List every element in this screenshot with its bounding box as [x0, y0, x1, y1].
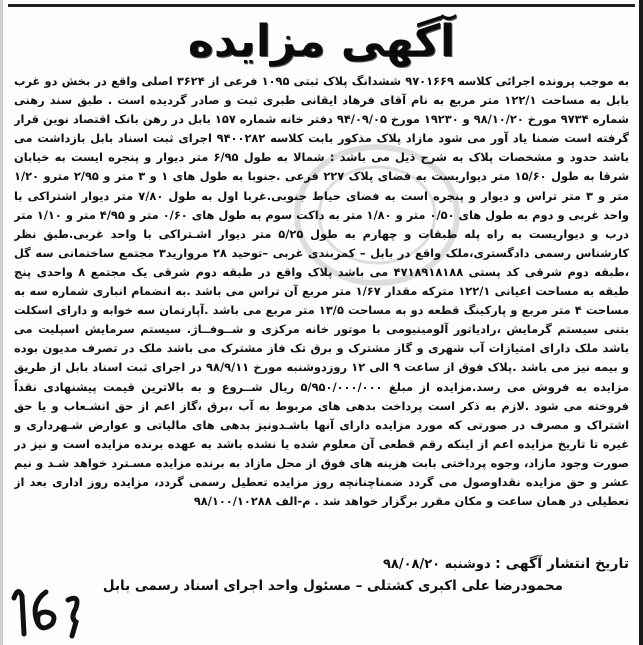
page-right-border	[639, 0, 643, 645]
signature-line: محمودرضا علی اکبری کشتلی – مسئول واحد اجرای اسناد رسمی بابل	[102, 578, 563, 594]
publication-date-value: دوشنبه ۹۸/۰۸/۲۰	[382, 557, 491, 572]
top-border-line	[8, 4, 635, 7]
notice-body: به موجب پرونده اجرائی کلاسه ۹۷۰۱۶۶۹ ششدانگ پلاک ثبتی ۱۰۹۵ فرعی از ۳۶۲۴ اصلی واقع در بخش دو غرب بابل به مساحت ۱۲۲/۱ متر مربع به نام آقای فرهاد ایقانی طبری ثبت و صادر گردیده است . طبق سند رهنی شماره ۹۷۳۴ مورخ ۹۸/۱۰/۲۰ و ۱۹۲۳۰ مورخ ۹۴/۰۹/۰۵ دفتر خانه شماره ۱۵۷ بابل در رهن بانک اقتصاد نوین قرار گرفته است ضمنا یاد آور می شود مازاد پلاک مذکور بابت کلاسه ۹۴۰۰۲۸۲ اجرای ثبت اسناد بابل بازداشت می باشد حدود و مشخصات پلاک به شرح ذیل می باشد : شمالا به طول ۶/۹۵ متر دیوار و پنجره ایست به خیابان شرقا به طول ۱۵/۶۰ متر دیواریست به فضای پلاک ۲۲۷ فرعی .جنوبا به طول های ۱ و ۳ متر و ۲/۹۵ مترو ۱/۲۰ متر و ۳ متر تراس و دیوار و پنجره است به فضای حیاط جنوبی.غربا اول به طول ۷/۸۰ متر دیوار اشتراکی با واحد غربی و دوم به طول های ۰/۵۰ متر و ۱/۸۰ متر به داکت سوم به طول های ۰/۶۰ متر و ۴/۹۵ متر و ۱/۱۰ متر درب و دیواریست به راه پله طبقات و چهارم به طول ۵/۲۵ متر دیوار اشـتراکی با واحد غربی.طبق نظر کارشناس رسمی دادگستری،ملک واقع در بابل – کمربندی غربی –توحید ۲۸ مروارید۳ مجتمع ساختمانی سه گل ،طبقه دوم شرقی کد پستی ۴۷۱۸۹۱۸۱۸۸ می باشد پلاک واقع در طبقه دوم شرقی یک مجتمع ۸ واحدی پنج طبقه به مساحت اعیانی ۱۲۲/۱ مترکه مقدار ۱/۶۷ متر مربع آن تراس می باشد .به انضمام انباری شماره سه به مساحت ۴ متر مربع و پارکینگ قطعه دو به مساحت ۱۳/۵ متر مربع می باشد .آپارتمان سه خوابه و دارای اسکلت بتنی سیستم گرمایش ،رادیاتور آلومینیومی با موتور خانه مرکزی و شــوفــاژ. سیستم سرمایش اسپلیت می باشد ملک دارای امتیازات آب شهری و گاز مشترک و برق تک فاز مشترک می باشد ملک در تصرف مدیون بوده و بیمه نیز می باشد .پلاک فوق از ساعت ۹ الی ۱۲ روزدوشنبه مورخ ۹۸/۹/۱۱ در اجرای ثبت اسناد بابل از طریق مزایده به فروش می رسد.مزایده از مبلغ ۵/۹۵۰/۰۰۰/۰۰۰ ریال شــروع و به بالاترین قیمت پیشنهادی نقداً فروخته می شود .لازم به ذکر است پرداخت بدهی های مربوط به آب ،برق ،گاز اعم از حق انشـعاب و یا حق اشتراک و مصرف در صورتی که مورد مزایده دارای آنها باشـدونیز بدهی های مالیاتی و عوارض شـهرداری و غیره تا تاریخ مزایده اعم از اینکه رقم قطعی آن معلوم شده یا نشده باشد به عهده برنده مزایده است و نیز در صورت وجود مازاد، وجوه پرداختی بابت هزینه های فوق از محل مازاد به برنده مزایده مسـترد خواهد شـد و نیم عشر و حق مزایده نقداوصول می گردد ضمناچنانچه روز مزایده تعطیل رسمی گردد، مزایده روز اداری بعد از تعطیلی در همان ساعت و مکان مقرر برگزار خواهد شد . م-الف ۹۸/۱۰۰/۱۰۲۸۸	[14, 74, 629, 509]
page-left-edge	[0, 0, 3, 645]
notice-title: آگهی مزایده	[187, 16, 456, 67]
publication-date-label: تاریخ انتشار آگهی :	[495, 556, 629, 572]
handwritten-number	[6, 578, 86, 640]
publication-date	[383, 556, 629, 572]
